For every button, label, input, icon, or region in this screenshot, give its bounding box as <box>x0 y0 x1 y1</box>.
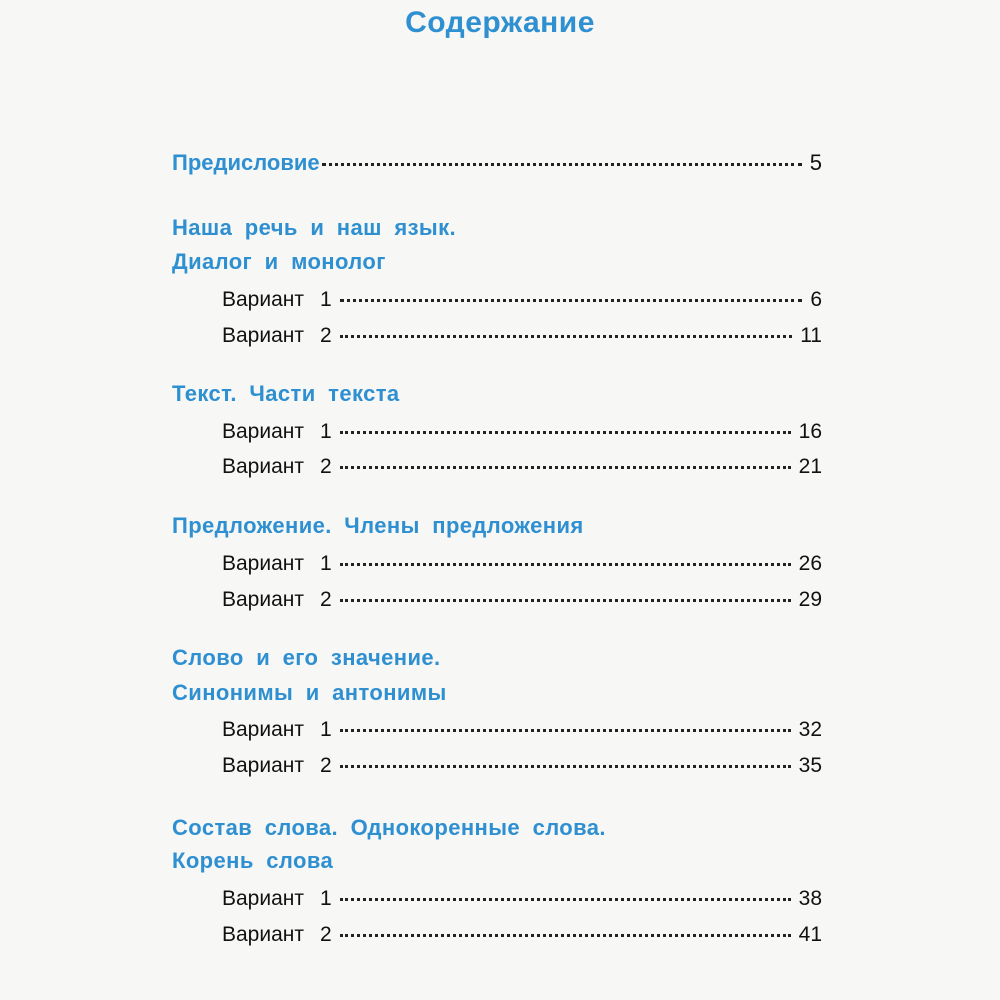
toc-entry-variant[interactable] <box>222 887 822 917</box>
toc-entry-variant[interactable] <box>222 552 822 582</box>
toc-entry-variant[interactable] <box>222 718 822 748</box>
leader-dots <box>340 599 791 602</box>
variant-label: Вариант <box>222 588 304 611</box>
preface-page-number: 5 <box>809 150 822 175</box>
page-number: 38 <box>798 887 822 910</box>
toc-entry-variant[interactable] <box>222 324 822 354</box>
variant-number: 2 <box>320 588 332 611</box>
leader-dots <box>340 765 791 768</box>
toc-entry-variant[interactable] <box>222 455 822 485</box>
variant-label: Вариант <box>222 455 304 478</box>
preface-label: Предисловие <box>172 150 320 175</box>
variant-number: 2 <box>320 923 332 946</box>
page-number: 41 <box>798 923 822 946</box>
variant-number: 2 <box>320 754 332 777</box>
leader-dots <box>340 563 791 566</box>
variant-number: 2 <box>320 324 332 347</box>
page-number: 29 <box>798 588 822 611</box>
page-title: Содержание <box>405 6 595 39</box>
leader-dots <box>322 163 802 166</box>
leader-dots <box>340 898 791 901</box>
leader-dots <box>340 729 791 732</box>
variant-number: 1 <box>320 420 332 443</box>
variant-label: Вариант <box>222 420 304 443</box>
toc-entry-variant[interactable] <box>222 588 822 618</box>
page-number: 16 <box>798 420 822 443</box>
section-heading-line: Синонимы и антонимы <box>172 680 447 705</box>
variant-label: Вариант <box>222 552 304 575</box>
leader-dots <box>340 934 791 937</box>
toc-entry-variant[interactable] <box>222 420 822 450</box>
variant-label: Вариант <box>222 324 304 347</box>
toc-entry-variant[interactable] <box>222 754 822 784</box>
page-number: 32 <box>798 718 822 741</box>
variant-label: Вариант <box>222 754 304 777</box>
leader-dots <box>340 431 791 434</box>
section-heading-line: Диалог и монолог <box>172 249 386 274</box>
page-number: 6 <box>810 288 822 311</box>
variant-number: 1 <box>320 718 332 741</box>
section-heading-line: Слово и его значение. <box>172 645 441 670</box>
leader-dots <box>340 299 803 302</box>
leader-dots <box>340 466 791 469</box>
variant-label: Вариант <box>222 923 304 946</box>
section-heading-line: Наша речь и наш язык. <box>172 215 457 240</box>
variant-label: Вариант <box>222 718 304 741</box>
section-heading-line: Текст. Части текста <box>172 381 400 406</box>
variant-label: Вариант <box>222 887 304 910</box>
leader-dots <box>340 335 793 338</box>
page-number: 26 <box>798 552 822 575</box>
page-number: 35 <box>798 754 822 777</box>
variant-number: 2 <box>320 455 332 478</box>
toc-entry-variant[interactable] <box>222 288 822 318</box>
section-heading-line: Предложение. Члены предложения <box>172 513 584 538</box>
toc-entry-variant[interactable] <box>222 923 822 953</box>
section-heading-line: Корень слова <box>172 848 334 873</box>
section-heading-line: Состав слова. Однокоренные слова. <box>172 815 606 840</box>
variant-number: 1 <box>320 552 332 575</box>
variant-label: Вариант <box>222 288 304 311</box>
variant-number: 1 <box>320 288 332 311</box>
page-number: 21 <box>798 455 822 478</box>
page-number: 11 <box>800 324 822 347</box>
variant-number: 1 <box>320 887 332 910</box>
toc-entry-preface[interactable] <box>172 150 822 180</box>
